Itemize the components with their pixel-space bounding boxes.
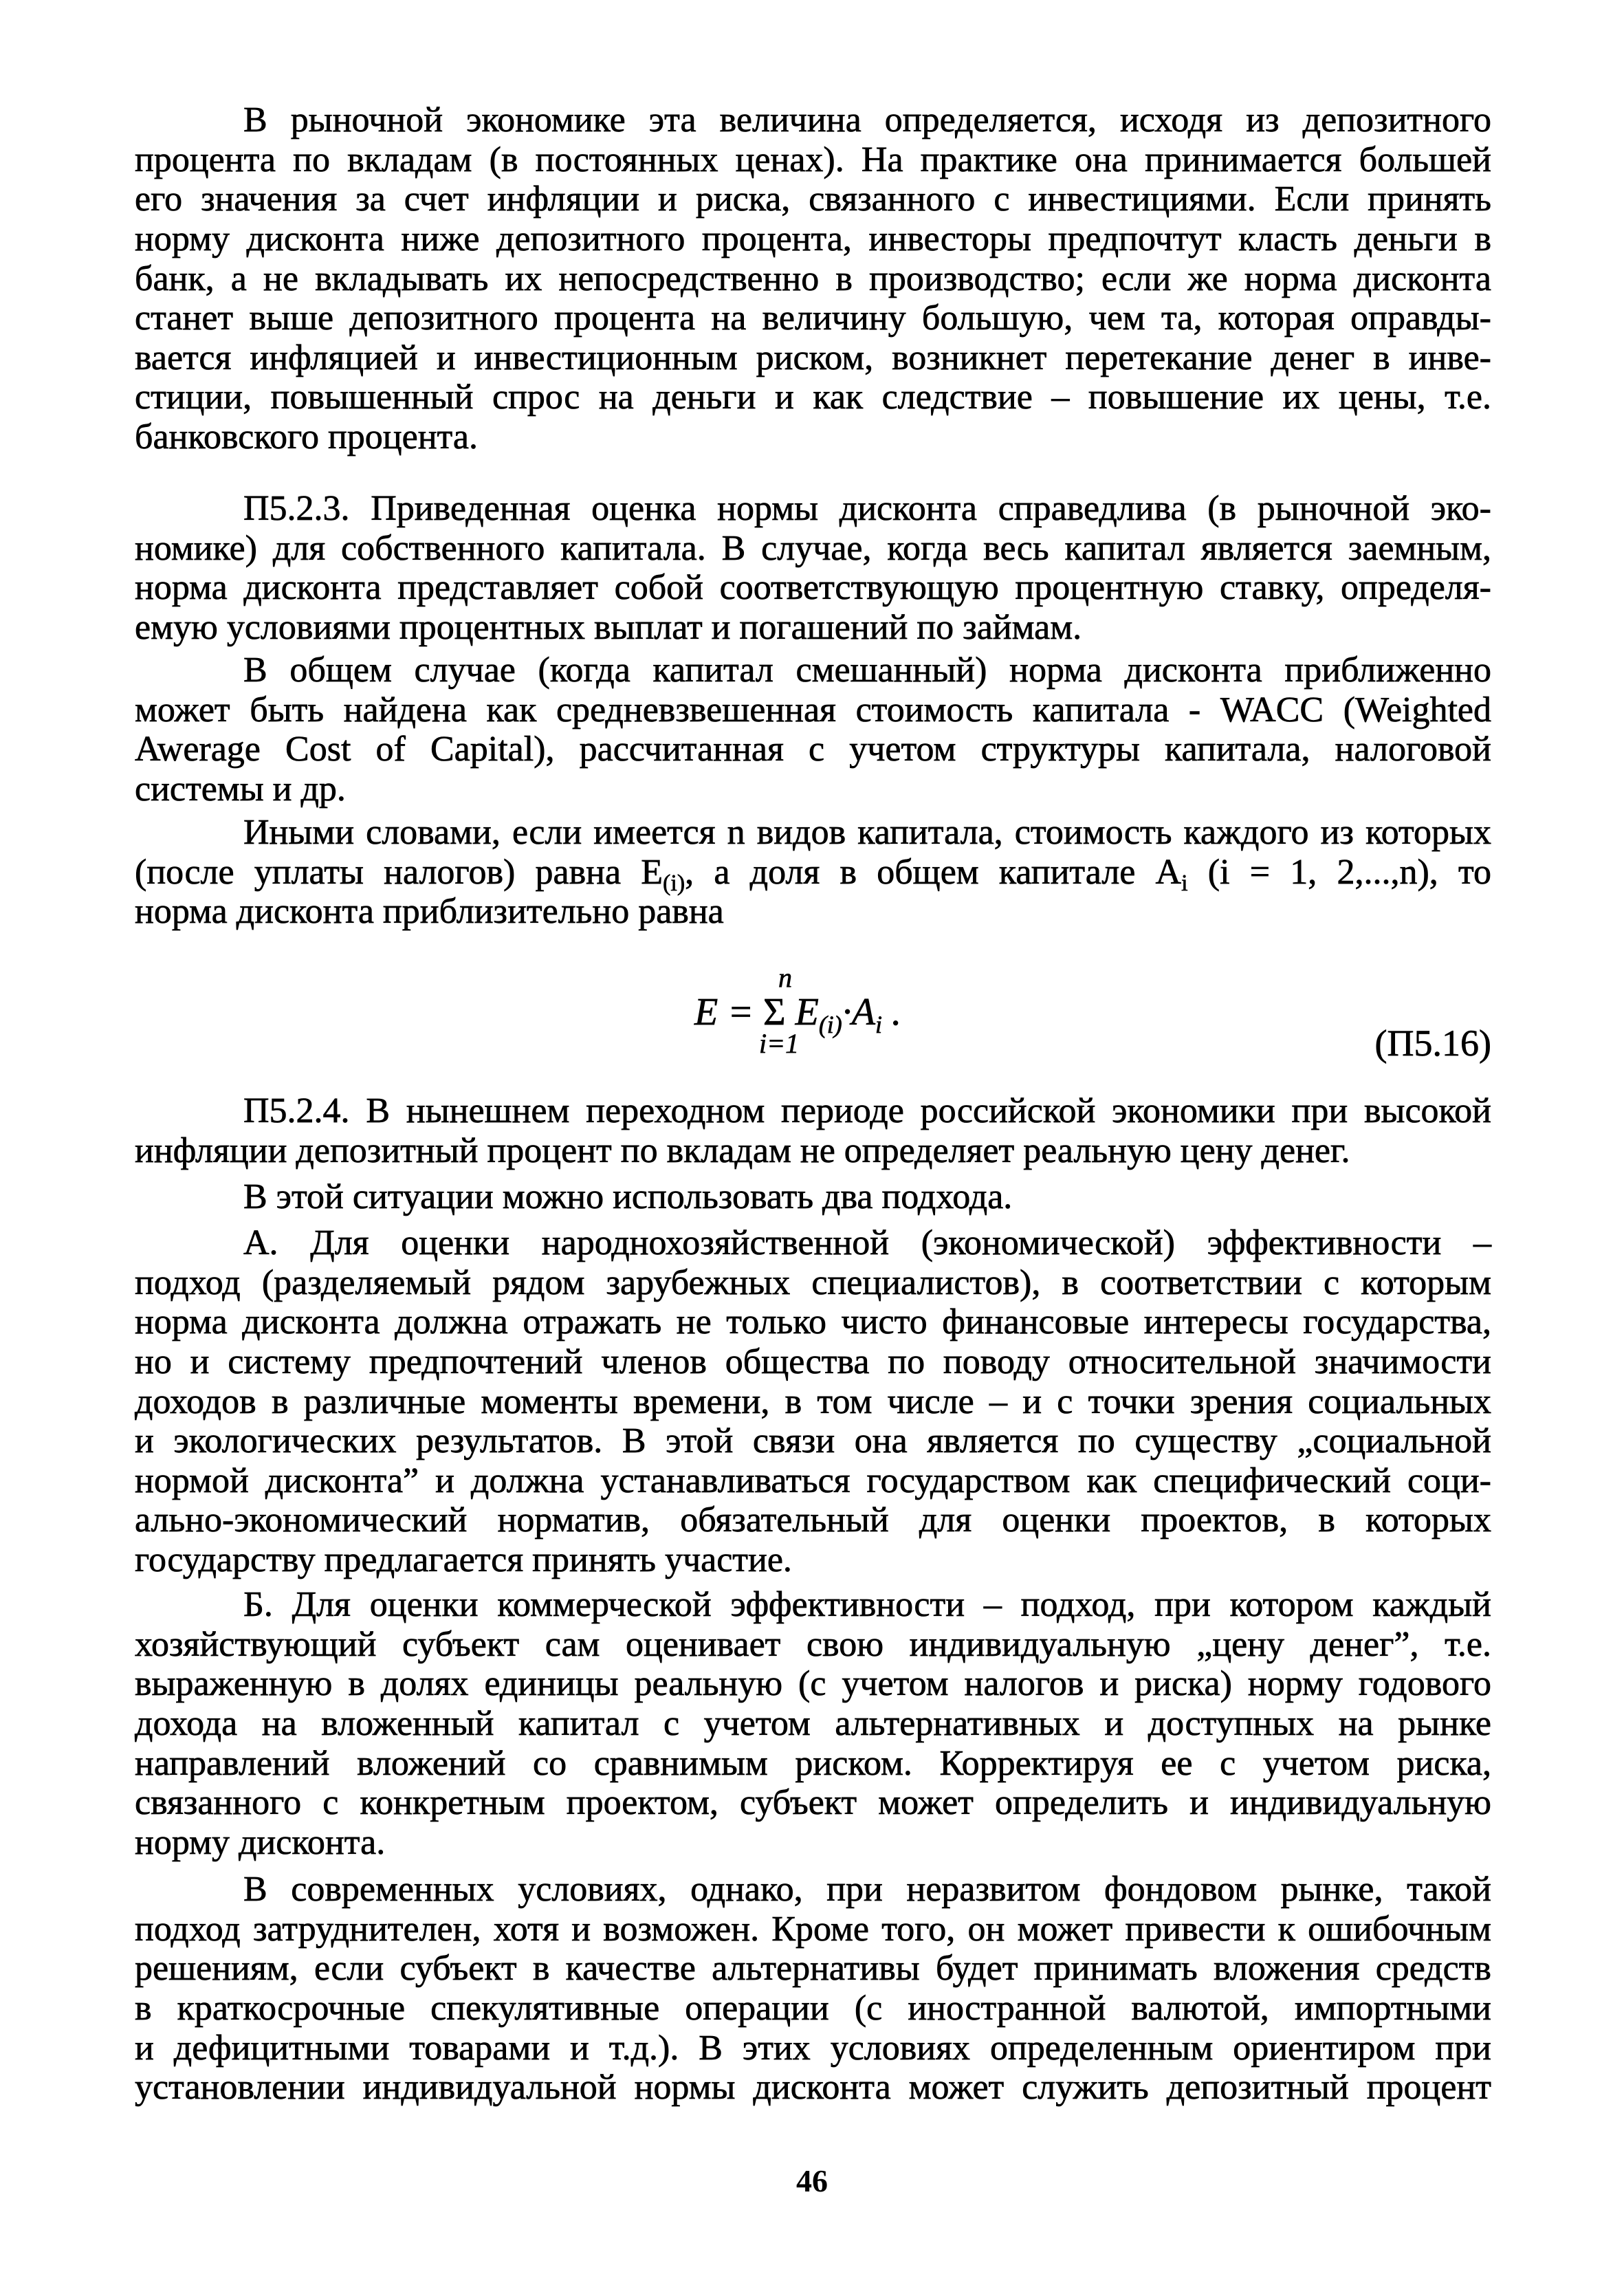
text-segment: (i = 1, 2,...,n), то (1187, 852, 1492, 892)
text-line: установлении индивидуальной нормы дисконта может служить депозитный процент (135, 2068, 1491, 2108)
text-line: В рыночной экономике эта величина определяется, исходя из депозитного (243, 100, 1491, 140)
text-line: А. Для оценки народнохозяйственной (экономической) эффективности – (243, 1223, 1491, 1263)
text-line: Awerage Cost of Capital), рассчитанная с учетом структуры капитала, налоговой (135, 730, 1491, 769)
text-line: процента по вкладам (в постоянных ценах). На практике она принимается большей (135, 140, 1491, 179)
text-line: ально-экономический норматив, обязательный для оценки проектов, в которых (135, 1500, 1491, 1540)
paragraph (135, 651, 1491, 809)
text-line: доходов в различные моменты времени, в том числе – и с точки зрения социальных (135, 1381, 1491, 1421)
text-line: стиции, повышенный спрос на деньги и как следствие – повышение их цены, т.е. (135, 378, 1491, 417)
paragraph (135, 489, 1491, 647)
subscript: i (1181, 870, 1188, 896)
text-line: Б. Для оценки коммерческой эффективности – подход, при котором каждый (243, 1585, 1491, 1625)
text-line: в краткосрочные спекулятивные операции (с иностранной валютой, импортными (135, 1988, 1491, 2028)
text-line: станет выше депозитного процента на величину большую, чем та, которая оправды- (135, 298, 1491, 338)
text-line: дохода на вложенный капитал с учетом альтернативных и доступных на рынке (135, 1703, 1491, 1743)
paragraph (135, 1223, 1491, 1579)
paragraph (135, 100, 1491, 457)
text-line: системы и др. (135, 769, 346, 809)
formula-number: (П5.16) (1374, 1023, 1491, 1064)
text-line: норму дисконта ниже депозитного процента, инвесторы предпочтут класть деньги в (135, 219, 1491, 259)
text-line: вается инфляцией и инвестиционным риском, возникнет перетекание денег в инве- (135, 338, 1491, 378)
formula-factor-subscript: i (875, 1011, 883, 1038)
paragraph (135, 1091, 1491, 1170)
formula-sum-upper-limit: n (778, 962, 792, 993)
page-number: 46 (796, 2163, 828, 2198)
formula-sum-lower-limit: i=1 (759, 1028, 800, 1059)
formula-term: E (795, 991, 819, 1034)
text-line: инфляции депозитный процент по вкладам не определяет реальную цену денег. (135, 1130, 1350, 1170)
text-line: банковского процента. (135, 417, 478, 457)
text-line: направлений вложений со сравнимым риском. Корректируя ее с учетом риска, (135, 1743, 1491, 1783)
text-line: банк, а не вкладывать их непосредственно в производство; если же норма дисконта (135, 259, 1491, 298)
text-line: норма дисконта должна отражать не только чисто финансовые интересы государства, (135, 1302, 1491, 1342)
text-line: Иными словами, если имеется n видов капитала, стоимость каждого из которых (243, 813, 1491, 853)
formula-dot: · (842, 991, 852, 1034)
text-line: нормой дисконта” и должна устанавливаться государством как специфический соци- (135, 1461, 1491, 1500)
text-line: В общем случае (когда капитал смешанный) норма дисконта приближенно (243, 651, 1491, 690)
text-line: хозяйствующий субъект сам оценивает свою индивидуальную „цену денег”, т.е. (135, 1624, 1491, 1664)
text-line: емую условиями процентных выплат и погашений по займам. (135, 607, 1082, 647)
formula-lhs: E = (694, 991, 754, 1034)
formula-end: . (882, 991, 902, 1034)
sigma-symbol: Σ (763, 991, 786, 1034)
paragraph (135, 1177, 1491, 1217)
subscript: (i) (663, 870, 685, 896)
text-line: и экологических результатов. В этой связи она является по существу „социальной (135, 1421, 1491, 1461)
text-line: П5.2.4. В нынешнем переходном периоде российской экономики при высокой (243, 1091, 1491, 1131)
paragraph (135, 1870, 1491, 2108)
text-line: выраженную в долях единицы реальную (с учетом налогов и риска) норму годового (135, 1664, 1491, 1704)
text-line (135, 852, 1492, 896)
text-line: может быть найдена как средневзвешенная стоимость капитала - WACC (Weighted (135, 690, 1491, 730)
text-line: норму дисконта. (135, 1822, 386, 1862)
text-line: но и систему предпочтений членов общества по поводу относительной значимости (135, 1342, 1491, 1381)
text-line: В этой ситуации можно использовать два подхода. (243, 1177, 1013, 1217)
paragraph (135, 813, 1491, 932)
text-line: решениям, если субъект в качестве альтернативы будет принимать вложения средств (135, 1949, 1491, 1989)
text-segment: (после уплаты налогов) равна E (135, 852, 663, 892)
paragraph (135, 1585, 1491, 1862)
text-line: и дефицитными товарами и т.д.). В этих условиях определенным ориентиром при (135, 2028, 1491, 2068)
text-line: норма дисконта приблизительно равна (135, 892, 724, 932)
text-line: подход (разделяемый рядом зарубежных специалистов), в соответствии с которым (135, 1262, 1491, 1302)
text-line: В современных условиях, однако, при неразвитом фондовом рынке, такой (243, 1870, 1491, 1910)
text-line: подход затруднителен, хотя и возможен. Кроме того, он может привести к ошибочным (135, 1909, 1491, 1949)
text-line: П5.2.3. Приведенная оценка нормы дисконта справедлива (в рыночной эко- (243, 489, 1491, 529)
text-line: государству предлагается принять участие. (135, 1540, 792, 1579)
formula-factor: A (851, 991, 876, 1034)
text-line: связанного с конкретным проектом, субъект может определить и индивидуальную (135, 1783, 1491, 1823)
text-line: номике) для собственного капитала. В случае, когда весь капитал является заемным, (135, 528, 1491, 568)
formula-term-subscript: (i) (818, 1011, 842, 1038)
text-line: его значения за счет инфляции и риска, связанного с инвестициями. Если принять (135, 179, 1491, 219)
text-segment: , а доля в общем капитале A (685, 852, 1182, 892)
text-line: норма дисконта представляет собой соответствующую процентную ставку, определя- (135, 568, 1491, 608)
